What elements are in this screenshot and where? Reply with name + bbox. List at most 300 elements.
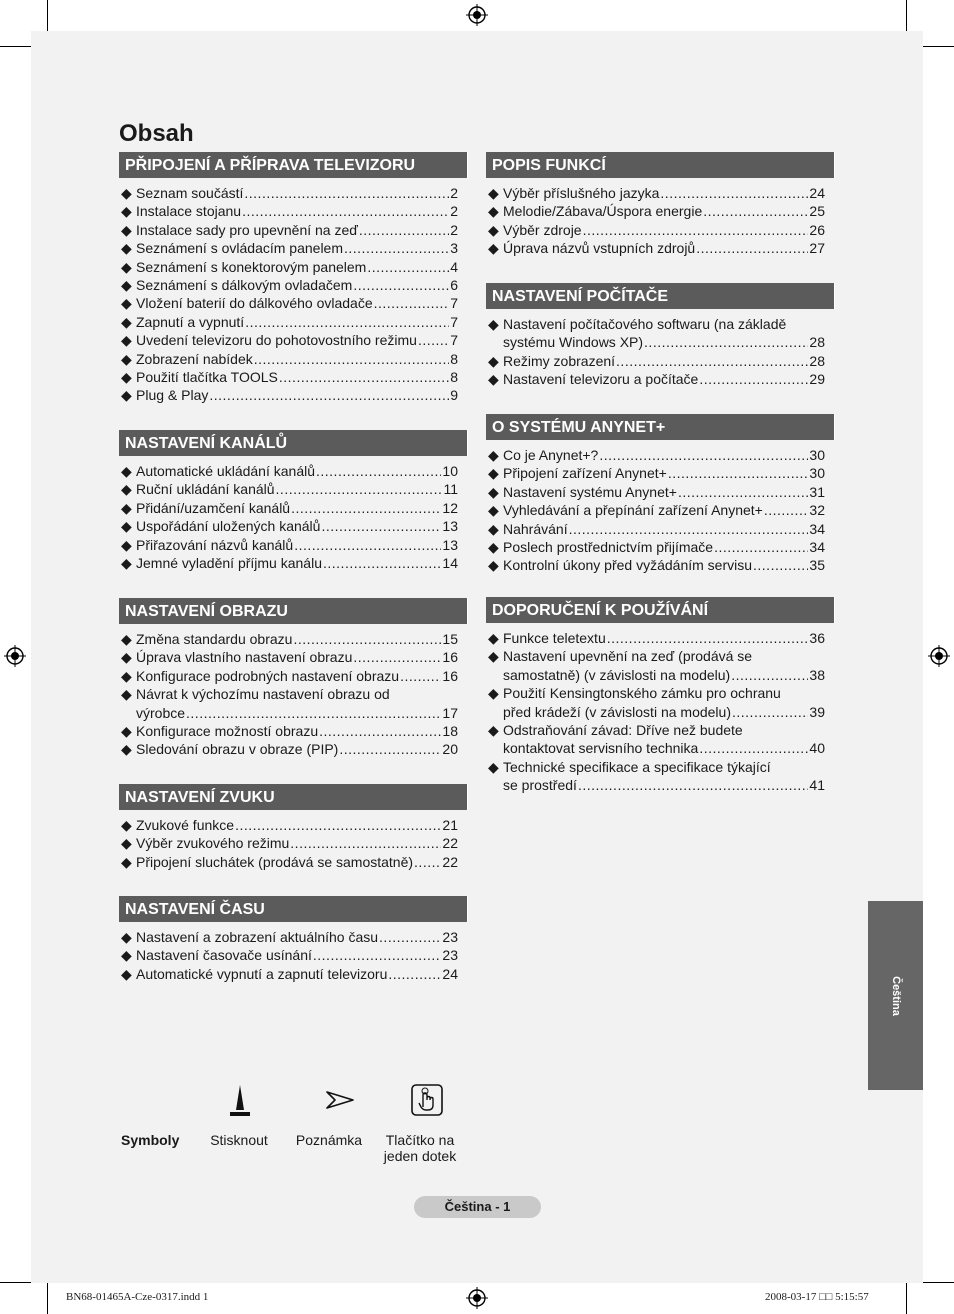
symbol-one-touch-line: Tlačítko na [385,1132,455,1148]
toc-page-number: 13 [442,518,458,535]
diamond-bullet-icon: ◆ [488,539,499,556]
leader-dots [644,333,808,351]
toc-entry-title: Konfigurace podrobných nastavení obrazu [136,667,400,684]
print-slug-left: BN68-01465A-Cze-0317.indd 1 [66,1291,209,1303]
diamond-bullet-icon: ◆ [488,203,499,220]
diamond-bullet-icon: ◆ [121,258,132,275]
toc-entry [121,239,468,257]
toc-entry [488,721,835,758]
leader-dots [294,536,441,554]
toc-entry-title: Automatické ukládání kanálů [136,463,315,479]
toc-page-number: 11 [443,481,458,498]
toc-page-number: 35 [809,557,825,574]
toc-entry-list [119,630,468,759]
toc-entry [488,684,835,721]
leader-dots [290,834,441,852]
toc-entry-title: Zvukové funkce [136,817,235,833]
toc-section [119,430,468,572]
toc-page-number: 24 [809,185,825,201]
toc-entry-title: Připojení sluchátek (prodává se samostatně) [136,853,414,870]
toc-page-number: 31 [809,483,825,500]
diamond-bullet-icon: ◆ [488,722,499,739]
leader-dots [244,184,449,202]
toc-entry-title: před krádeží (v závislosti na modelu) [503,703,731,720]
toc-page-number: 3 [450,240,458,257]
crop-mark [923,46,954,47]
diamond-bullet-icon: ◆ [488,483,499,500]
leader-dots [607,629,809,647]
diamond-bullet-icon: ◆ [488,502,499,519]
toc-page-number: 8 [450,369,458,386]
diamond-bullet-icon: ◆ [121,387,132,404]
leader-dots [359,221,449,239]
toc-page-number: 16 [442,649,458,666]
symbol-note-label: Poznámka [295,1132,363,1148]
toc-entry-title: Výběr příslušného jazyka [503,185,660,201]
diamond-bullet-icon: ◆ [121,518,132,535]
crop-mark [923,1282,954,1283]
leader-dots [367,258,449,276]
diamond-bullet-icon: ◆ [488,240,499,257]
section-heading: POPIS FUNKCÍ [486,152,835,178]
leader-dots [254,350,449,368]
toc-page-number: 41 [809,777,825,794]
toc-entry-title: Automatické vypnutí a zapnutí televizoru [136,965,388,982]
diamond-bullet-icon: ◆ [488,557,499,574]
toc-entry [121,648,468,666]
toc-entry [488,520,835,538]
leader-dots [714,538,808,556]
leader-dots [339,740,441,758]
registration-mark-icon [4,645,26,667]
toc-entry [121,294,468,312]
diamond-bullet-icon: ◆ [121,295,132,312]
toc-page-number: 10 [442,463,458,479]
diamond-bullet-icon: ◆ [121,817,132,833]
toc-entry [121,331,468,349]
toc-page-number: 12 [442,499,458,516]
toc-entry-title: Vyhledávání a přepínání zařízení Anynet+ [503,502,763,519]
crop-mark [906,0,907,31]
toc-page-number: 30 [809,447,825,463]
toc-entry [121,258,468,276]
leader-dots [353,648,441,666]
toc-entry-title: Kontrolní úkony před vyžádáním servisu [503,557,753,574]
crop-mark [47,1283,48,1314]
toc-page-number: 39 [809,703,825,720]
toc-entry-title: Sledování obrazu v obraze (PIP) [136,741,339,758]
diamond-bullet-icon: ◆ [488,685,499,702]
toc-entry [488,629,835,647]
diamond-bullet-icon: ◆ [488,648,499,665]
leader-dots [699,739,808,757]
toc-page-number: 28 [809,352,825,369]
leader-dots [569,520,809,538]
toc-page-number: 6 [450,277,458,294]
toc-section [119,152,468,405]
page-title: Obsah [119,120,194,147]
toc-page-number: 27 [809,240,825,257]
leader-dots [245,313,449,331]
toc-entry-title: Přiřazování názvů kanálů [136,536,294,553]
leader-dots [291,499,441,517]
toc-page-number: 34 [809,539,825,556]
crop-mark [0,46,31,47]
leader-dots [235,816,441,834]
toc-entry [488,184,835,202]
toc-page-number: 34 [809,520,825,537]
toc-page-number: 36 [809,630,825,646]
toc-page-number: 22 [442,835,458,852]
leader-dots [353,276,449,294]
diamond-bullet-icon: ◆ [121,481,132,498]
toc-page-number: 40 [809,740,825,757]
leader-dots [186,704,441,722]
toc-section [119,896,468,983]
leader-dots [293,630,441,648]
toc-entry [121,946,468,964]
toc-section [486,152,835,258]
leader-dots [316,462,441,480]
diamond-bullet-icon: ◆ [121,313,132,330]
leader-dots [321,517,441,535]
leader-dots [400,667,441,685]
toc-entry-title: Použití Kensingtonského zámku pro ochranu [503,685,781,702]
toc-entry-title: Nahrávání [503,520,568,537]
toc-entry-title: Konfigurace možností obrazu [136,723,319,740]
toc-page-number: 22 [442,853,458,870]
diamond-bullet-icon: ◆ [488,520,499,537]
toc-entry [121,740,468,758]
toc-entry [121,834,468,852]
leader-dots [678,483,808,501]
toc-page-number: 7 [450,295,458,312]
diamond-bullet-icon: ◆ [488,316,499,332]
toc-page-number: 7 [450,332,458,349]
leader-dots [379,928,441,946]
toc-entry-title: Odstraňování závad: Dříve než budete [503,722,743,739]
diamond-bullet-icon: ◆ [121,667,132,684]
toc-entry-title: Zobrazení nabídek [136,350,253,367]
toc-entry-title: Výběr zvukového režimu [136,835,290,852]
page-number-pill: Čeština - 1 [414,1196,541,1218]
toc-page-number: 20 [442,741,458,758]
leader-dots [699,370,808,388]
leader-dots [276,480,443,498]
toc-entry [121,722,468,740]
section-heading: NASTAVENÍ OBRAZU [119,598,468,624]
toc-entry-list [119,928,468,983]
registration-mark-icon [466,4,488,26]
toc-entry [121,184,468,202]
toc-entry-title: Přidání/uzamčení kanálů [136,499,291,516]
section-heading: PŘIPOJENÍ A PŘÍPRAVA TELEVIZORU [119,152,468,178]
toc-entry [121,462,468,480]
toc-entry-title: Nastavení systému Anynet+ [503,483,677,500]
leader-dots [764,501,809,519]
diamond-bullet-icon: ◆ [121,277,132,294]
toc-entry [488,758,835,795]
toc-entry-list [119,816,468,871]
toc-page-number: 32 [809,502,825,519]
toc-entry [121,667,468,685]
toc-entry [488,483,835,501]
diamond-bullet-icon: ◆ [121,369,132,386]
toc-entry-title: Připojení zařízení Anynet+ [503,465,667,482]
toc-page-number: 2 [450,203,458,220]
toc-entry-title: Nastavení časovače usínání [136,947,312,964]
leader-dots [668,464,809,482]
toc-entry-title: Melodie/Zábava/Úspora energie [503,203,703,220]
toc-page-number: 23 [442,947,458,964]
toc-entry-title: Vložení baterií do dálkového ovladače [136,295,373,312]
toc-section [486,283,835,389]
toc-entry [121,517,468,535]
toc-entry [121,630,468,648]
toc-entry [488,446,835,464]
diamond-bullet-icon: ◆ [121,965,132,982]
leader-dots [209,386,449,404]
toc-entry-title: Poslech prostřednictvím přijímače [503,539,714,556]
toc-page-number: 30 [809,465,825,482]
toc-page-number: 24 [442,965,458,982]
toc-entry [121,816,468,834]
toc-entry [488,370,835,388]
diamond-bullet-icon: ◆ [121,185,132,201]
toc-page-number: 7 [450,313,458,330]
toc-entry-title: Úprava vlastního nastavení obrazu [136,649,353,666]
leader-dots [374,294,450,312]
note-arrow-icon [325,1090,355,1110]
toc-entry [121,685,468,722]
toc-entry [121,313,468,331]
toc-entry-title: Seznámení s dálkovým ovladačem [136,277,353,294]
toc-page-number: 25 [809,203,825,220]
toc-entry-title: Výběr zdroje [503,221,582,238]
toc-entry-list [119,184,468,405]
one-touch-button-icon [410,1083,444,1117]
section-heading: NASTAVENÍ KANÁLŮ [119,430,468,456]
toc-entry [488,538,835,556]
leader-dots [732,703,808,721]
leader-dots [599,446,808,464]
toc-entry-title: Seznam součástí [136,185,244,201]
diamond-bullet-icon: ◆ [121,947,132,964]
toc-page-number: 17 [442,704,458,721]
diamond-bullet-icon: ◆ [121,350,132,367]
toc-entry-title: Instalace sady pro upevnění na zeď [136,221,358,238]
leader-dots [703,202,808,220]
toc-entry-title: Zapnutí a vypnutí [136,313,245,330]
diamond-bullet-icon: ◆ [121,240,132,257]
leader-dots [583,221,809,239]
diamond-bullet-icon: ◆ [121,332,132,349]
toc-entry [488,239,835,257]
diamond-bullet-icon: ◆ [488,447,499,463]
crop-mark [47,0,48,31]
leader-dots [344,239,449,257]
toc-page-number: 21 [442,817,458,833]
registration-mark-icon [466,1287,488,1309]
toc-entry-title: Změna standardu obrazu [136,631,293,647]
toc-entry [488,556,835,574]
toc-entry-title: Návrat k výchozímu nastavení obrazu od [136,686,390,703]
diamond-bullet-icon: ◆ [121,203,132,220]
toc-entry [121,928,468,946]
toc-page-number: 29 [809,371,825,388]
diamond-bullet-icon: ◆ [121,741,132,758]
toc-entry-title: Nastavení televizoru a počítače [503,371,699,388]
diamond-bullet-icon: ◆ [488,221,499,238]
toc-entry [121,368,468,386]
toc-entry [121,386,468,404]
diamond-bullet-icon: ◆ [121,463,132,479]
toc-entry [121,221,468,239]
toc-page-number: 4 [450,258,458,275]
diamond-bullet-icon: ◆ [121,536,132,553]
leader-dots [578,776,808,794]
diamond-bullet-icon: ◆ [488,465,499,482]
diamond-bullet-icon: ◆ [121,555,132,572]
toc-page-number: 15 [442,631,458,647]
toc-entry-title: Uspořádání uložených kanálů [136,518,321,535]
language-tab-label: Čeština [889,975,902,1016]
toc-entry-title: Nastavení počítačového softwaru (na základě [503,316,787,332]
crop-mark [0,1282,31,1283]
toc-page-number: 14 [442,555,458,572]
toc-entry [488,464,835,482]
toc-entry-title: Nastavení a zobrazení aktuálního času [136,929,379,945]
section-heading: NASTAVENÍ ZVUKU [119,784,468,810]
toc-entry-title: kontaktovat servisního technika [503,740,699,757]
toc-entry [121,536,468,554]
toc-page-number: 18 [442,723,458,740]
toc-entry [488,352,835,370]
toc-entry-title: samostatně) (v závislosti na modelu) [503,666,731,683]
toc-entry-title: Jemné vyladění příjmu kanálu [136,555,322,572]
symbol-press-label: Stisknout [210,1132,268,1148]
toc-entry-list [486,446,835,575]
toc-entry-list [486,315,835,389]
toc-entry [121,554,468,572]
diamond-bullet-icon: ◆ [121,929,132,945]
diamond-bullet-icon: ◆ [121,853,132,870]
toc-entry [121,499,468,517]
toc-page-number: 28 [809,334,825,351]
toc-entry-title: Úprava názvů vstupních zdrojů [503,240,696,257]
symbol-one-touch-label [378,1132,462,1164]
diamond-bullet-icon: ◆ [488,758,499,775]
toc-entry [488,647,835,684]
diamond-bullet-icon: ◆ [121,835,132,852]
toc-section [119,784,468,871]
toc-entry-list [486,184,835,258]
toc-entry-title: systému Windows XP) [503,334,644,351]
diamond-bullet-icon: ◆ [488,371,499,388]
toc-entry-title: Seznámení s ovládacím panelem [136,240,343,257]
crop-mark [906,1283,907,1314]
toc-entry-title: Funkce teletextu [503,630,606,646]
toc-entry-title: Ruční ukládání kanálů [136,481,275,498]
toc-entry [121,965,468,983]
toc-entry-title: Instalace stojanu [136,203,242,220]
leader-dots [279,368,449,386]
print-slug-right: 2008-03-17 □□ 5:15:57 [765,1291,869,1303]
toc-entry-title: výrobce [136,704,186,721]
leader-dots [319,722,441,740]
diamond-bullet-icon: ◆ [488,630,499,646]
toc-entry-title: Technické specifikace a specifikace týkající [503,758,771,775]
toc-entry-title: Plug & Play [136,387,209,404]
toc-entry-list [119,462,468,572]
toc-section [486,597,835,795]
toc-entry-list [486,629,835,795]
leader-dots [313,946,442,964]
diamond-bullet-icon: ◆ [488,185,499,201]
leader-dots [414,853,441,871]
leader-dots [731,666,808,684]
registration-mark-icon [928,645,950,667]
toc-entry [121,276,468,294]
toc-page-number: 2 [450,221,458,238]
toc-entry-title: se prostředí [503,777,577,794]
toc-section [119,598,468,759]
toc-page-number: 8 [450,350,458,367]
diamond-bullet-icon: ◆ [121,631,132,647]
toc-entry [488,315,835,352]
leader-dots [418,331,449,349]
toc-page-number: 16 [442,667,458,684]
diamond-bullet-icon: ◆ [121,686,132,703]
symbol-one-touch-line: jeden dotek [383,1148,457,1164]
diamond-bullet-icon: ◆ [121,723,132,740]
toc-entry [121,202,468,220]
toc-entry-title: Použití tlačítka TOOLS [136,369,278,386]
toc-section [486,414,835,575]
toc-page-number: 38 [809,666,825,683]
diamond-bullet-icon: ◆ [121,649,132,666]
toc-entry-title: Nastavení upevnění na zeď (prodává se [503,648,753,665]
toc-entry [488,501,835,519]
leader-dots [242,202,449,220]
diamond-bullet-icon: ◆ [121,221,132,238]
section-heading: NASTAVENÍ POČÍTAČE [486,283,835,309]
leader-dots [388,965,441,983]
toc-entry-title: Seznámení s konektorovým panelem [136,258,367,275]
toc-entry [121,853,468,871]
toc-entry [488,202,835,220]
toc-entry-title: Uvedení televizoru do pohotovostního režimu [136,332,417,349]
section-heading: DOPORUČENÍ K POUŽÍVÁNÍ [486,597,835,623]
toc-page-number: 9 [450,387,458,404]
toc-page-number: 26 [809,221,825,238]
leader-dots [660,184,808,202]
symbols-label: Symboly [121,1132,180,1148]
section-heading: O SYSTÉMU ANYNET+ [486,414,835,440]
leader-dots [753,556,808,574]
toc-entry [121,350,468,368]
toc-entry [488,221,835,239]
toc-entry-title: Co je Anynet+? [503,447,599,463]
diamond-bullet-icon: ◆ [121,499,132,516]
leader-dots [696,239,808,257]
diamond-bullet-icon: ◆ [488,352,499,369]
press-icon [229,1083,251,1119]
toc-page-number: 23 [442,929,458,945]
section-heading: NASTAVENÍ ČASU [119,896,468,922]
toc-page-number: 13 [442,536,458,553]
language-tab [868,901,923,1090]
